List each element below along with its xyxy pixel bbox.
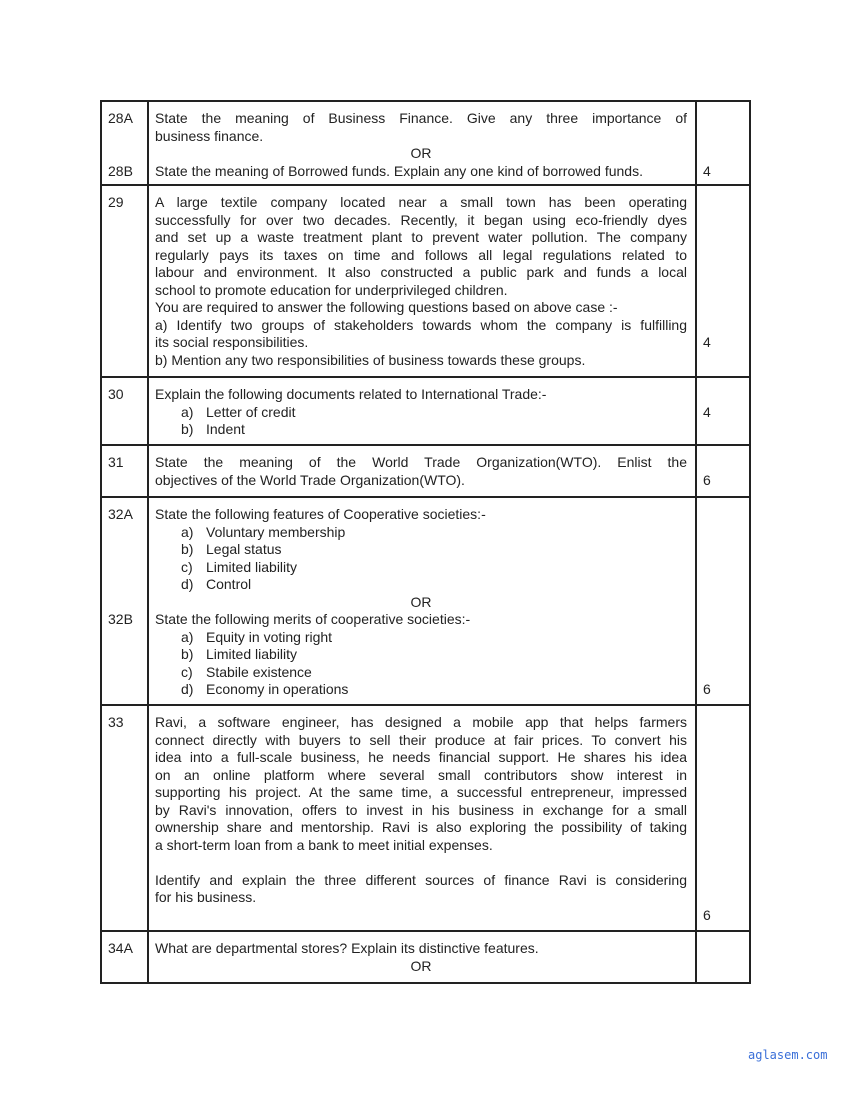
list-item-text: Legal status xyxy=(206,541,282,557)
table-row xyxy=(102,706,749,932)
marks-cell xyxy=(697,706,749,930)
question-number xyxy=(108,404,147,422)
question-number xyxy=(108,128,147,146)
question-line: its social responsibilities. xyxy=(155,334,309,350)
marks-cell xyxy=(697,446,749,496)
question-text-cell xyxy=(149,498,697,704)
question-line: State the meaning of Borrowed funds. Explain any one kind of borrowed funds. xyxy=(155,162,643,179)
marks xyxy=(703,454,749,472)
question-number-cell xyxy=(102,446,149,496)
question-number xyxy=(108,317,147,335)
question-line: idea into a full-scale business, he needs financial support. He shares his idea xyxy=(155,749,687,765)
marks xyxy=(703,559,749,577)
marks xyxy=(703,264,749,282)
question-line: A large textile company located near a small town has been operating xyxy=(155,194,687,210)
marks xyxy=(703,576,749,594)
question-number xyxy=(108,802,147,820)
list-marker: b) xyxy=(181,646,194,662)
marks xyxy=(703,646,749,664)
list-item xyxy=(155,404,687,422)
question-number-cell xyxy=(102,378,149,444)
list-marker: d) xyxy=(181,681,194,697)
list-item-text: Equity in voting right xyxy=(206,628,333,645)
list-item xyxy=(155,646,687,664)
table-row xyxy=(102,378,749,446)
question-number-cell xyxy=(102,706,149,930)
marks xyxy=(703,386,749,404)
question-text-cell xyxy=(149,706,697,930)
list-item xyxy=(155,559,687,577)
question-number-cell xyxy=(102,186,149,376)
marks xyxy=(703,229,749,247)
question-line: on an online platform where several small contributors show interest in xyxy=(155,766,687,783)
question-line: objectives of the World Trade Organization(WTO). xyxy=(155,471,465,488)
marks-cell xyxy=(697,378,749,444)
list-marker: d) xyxy=(181,576,194,592)
or-separator: OR xyxy=(410,957,432,974)
question-line: connect directly with buyers to sell their produce at fair prices. To convert his xyxy=(155,731,687,748)
marks-cell xyxy=(697,498,749,704)
question-line: State the following merits of cooperative societies:- xyxy=(155,611,471,627)
question-number: 28B xyxy=(108,162,133,179)
question-line: Explain the following documents related to International Trade:- xyxy=(155,386,547,402)
question-number xyxy=(108,646,147,664)
question-text-cell xyxy=(149,102,697,184)
question-number xyxy=(108,681,147,699)
question-number: 31 xyxy=(108,454,124,470)
question-line xyxy=(155,854,687,872)
question-line: Ravi, a software engineer, has designed a mobile app that helps farmers xyxy=(155,714,687,730)
list-marker: a) xyxy=(181,403,194,420)
question-line: a) Identify two groups of stakeholders towards whom the company is fulfilling xyxy=(155,316,687,333)
question-number xyxy=(108,541,147,559)
marks xyxy=(703,749,749,767)
question-table xyxy=(100,100,751,984)
question-line: a short-term loan from a bank to meet initial expenses. xyxy=(155,836,493,853)
question-line: for his business. xyxy=(155,889,257,905)
question-number xyxy=(108,664,147,682)
question-number: 32A xyxy=(108,506,133,522)
question-line: b) Mention any two responsibilities of business towards these groups. xyxy=(155,351,586,368)
question-number xyxy=(108,247,147,265)
marks xyxy=(703,541,749,559)
question-number xyxy=(108,264,147,282)
question-number xyxy=(108,421,147,439)
table-row xyxy=(102,446,749,498)
list-item xyxy=(155,524,687,542)
marks xyxy=(703,872,749,890)
question-line: successfully for over two decades. Recently, it began using eco-friendly dyes xyxy=(155,211,687,228)
marks xyxy=(703,299,749,317)
marks xyxy=(703,524,749,542)
marks-cell xyxy=(697,102,749,184)
question-number xyxy=(108,352,147,370)
question-number-cell xyxy=(102,102,149,184)
question-number xyxy=(108,854,147,872)
question-number xyxy=(108,212,147,230)
marks: 6 xyxy=(703,906,711,923)
question-number xyxy=(108,472,147,490)
marks xyxy=(703,767,749,785)
marks xyxy=(703,128,749,146)
or-separator: OR xyxy=(410,145,432,161)
question-number xyxy=(108,576,147,594)
marks xyxy=(703,194,749,212)
marks xyxy=(703,958,749,976)
question-number xyxy=(108,907,147,925)
marks xyxy=(703,784,749,802)
marks xyxy=(703,889,749,907)
question-line: labour and environment. It also constructed a public park and funds a local xyxy=(155,264,687,280)
list-marker: a) xyxy=(181,523,194,540)
question-line: ownership share and mentorship. Ravi is also exploring the possibility of taking xyxy=(155,819,687,835)
list-item xyxy=(155,541,687,559)
question-line: by Ravi's innovation, offers to invest in his business in exchange for a small xyxy=(155,801,687,818)
table-row xyxy=(102,102,749,186)
list-marker: a) xyxy=(181,628,194,645)
question-line: business finance. xyxy=(155,127,264,144)
list-item xyxy=(155,664,687,682)
marks: 6 xyxy=(703,471,711,488)
list-item-text: Economy in operations xyxy=(206,681,349,697)
question-number xyxy=(108,524,147,542)
question-number xyxy=(108,282,147,300)
marks xyxy=(703,145,749,163)
question-number: 34A xyxy=(108,940,133,956)
list-item xyxy=(155,576,687,594)
question-number xyxy=(108,299,147,317)
question-number xyxy=(108,749,147,767)
question-line: regularly pays its taxes on time and follows all legal regulations related to xyxy=(155,246,687,263)
list-marker: c) xyxy=(181,558,193,575)
list-item-text: Indent xyxy=(206,421,245,437)
list-marker: c) xyxy=(181,663,193,680)
question-line: State the meaning of the World Trade Organization(WTO). Enlist the xyxy=(155,454,687,470)
question-number: 33 xyxy=(108,714,124,730)
list-item xyxy=(155,629,687,647)
marks xyxy=(703,802,749,820)
question-line: Identify and explain the three different sources of finance Ravi is considering xyxy=(155,871,687,888)
marks xyxy=(703,819,749,837)
list-item-text: Stabile existence xyxy=(206,663,312,680)
question-number xyxy=(108,334,147,352)
marks xyxy=(703,714,749,732)
marks xyxy=(703,506,749,524)
marks xyxy=(703,732,749,750)
marks xyxy=(703,110,749,128)
question-line: What are departmental stores? Explain its distinctive features. xyxy=(155,940,539,956)
marks xyxy=(703,247,749,265)
question-number xyxy=(108,629,147,647)
marks xyxy=(703,664,749,682)
marks xyxy=(703,940,749,958)
question-text-cell xyxy=(149,932,697,982)
marks xyxy=(703,854,749,872)
question-number-cell xyxy=(102,498,149,704)
question-number xyxy=(108,594,147,612)
list-item xyxy=(155,421,687,439)
question-number: 32B xyxy=(108,611,133,627)
marks xyxy=(703,421,749,439)
list-marker: b) xyxy=(181,421,194,437)
marks xyxy=(703,317,749,335)
list-item-text: Letter of credit xyxy=(206,403,296,420)
marks xyxy=(703,629,749,647)
marks-cell xyxy=(697,186,749,376)
question-line: You are required to answer the following questions based on above case :- xyxy=(155,299,618,315)
question-text-cell xyxy=(149,378,697,444)
marks-cell xyxy=(697,932,749,982)
question-number xyxy=(108,784,147,802)
marks: 4 xyxy=(703,403,711,420)
question-number: 29 xyxy=(108,194,124,210)
table-row xyxy=(102,186,749,378)
marks xyxy=(703,212,749,230)
question-text-cell xyxy=(149,186,697,376)
marks: 4 xyxy=(703,162,711,179)
question-number xyxy=(108,767,147,785)
question-number xyxy=(108,819,147,837)
table-row xyxy=(102,932,749,982)
list-item xyxy=(155,681,687,699)
question-number xyxy=(108,958,147,976)
question-line: State the meaning of Business Finance. Give any three importance of xyxy=(155,110,687,126)
question-number xyxy=(108,837,147,855)
marks xyxy=(703,611,749,629)
marks: 4 xyxy=(703,334,711,350)
question-number-cell xyxy=(102,932,149,982)
marks xyxy=(703,282,749,300)
question-number xyxy=(108,145,147,163)
watermark: aglasem.com xyxy=(748,1048,828,1062)
question-number: 30 xyxy=(108,386,124,402)
marks: 6 xyxy=(703,681,711,697)
question-line: and set up a waste treatment plant to prevent water pollution. The company xyxy=(155,229,687,245)
or-separator: OR xyxy=(410,593,432,610)
list-item-text: Voluntary membership xyxy=(206,523,346,540)
marks xyxy=(703,837,749,855)
list-marker: b) xyxy=(181,541,194,557)
list-item-text: Limited liability xyxy=(206,646,298,662)
question-number xyxy=(108,872,147,890)
question-text-cell xyxy=(149,446,697,496)
list-item-text: Control xyxy=(206,576,252,592)
marks xyxy=(703,352,749,370)
question-line: State the following features of Cooperative societies:- xyxy=(155,506,486,522)
list-item-text: Limited liability xyxy=(206,558,298,575)
question-number xyxy=(108,889,147,907)
question-line: supporting his project. At the same time, a successful entrepreneur, impressed xyxy=(155,784,687,800)
question-number xyxy=(108,229,147,247)
question-line: school to promote education for underprivileged children. xyxy=(155,281,508,298)
question-number: 28A xyxy=(108,110,133,126)
question-line xyxy=(155,907,687,925)
marks xyxy=(703,594,749,612)
question-number xyxy=(108,559,147,577)
table-row xyxy=(102,498,749,706)
question-number xyxy=(108,732,147,750)
